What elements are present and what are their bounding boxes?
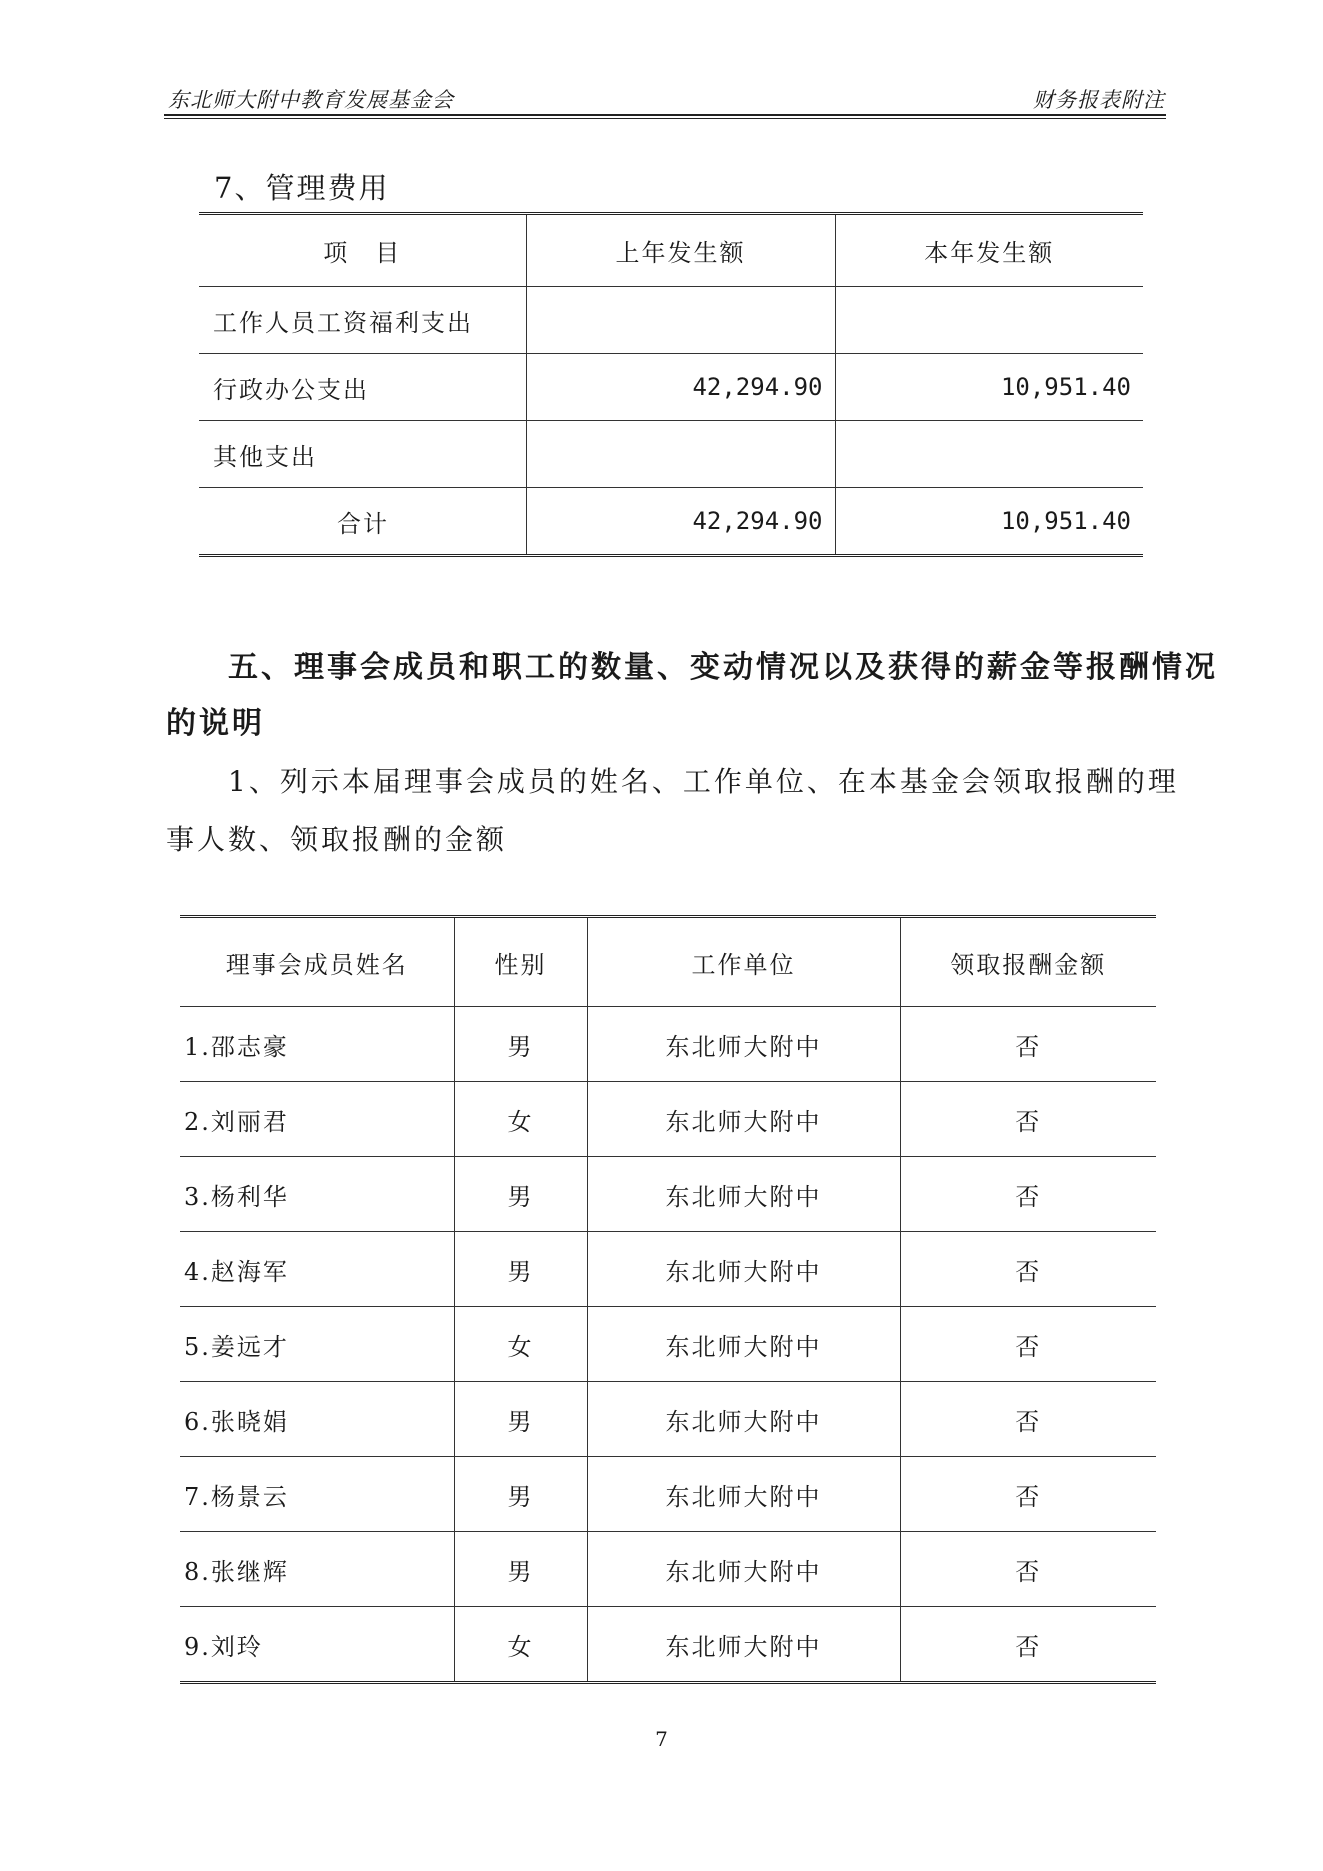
table-header-row [199, 214, 1143, 287]
member-compensation: 否 [900, 1532, 1156, 1607]
table-row [180, 1157, 1156, 1232]
row-previous-amount [526, 421, 835, 488]
row-item-label: 其他支出 [199, 421, 526, 488]
header-rule-thin [164, 118, 1166, 119]
member-work-unit: 东北师大附中 [587, 1232, 900, 1307]
table-total-row [199, 488, 1143, 556]
table-row [180, 1607, 1156, 1683]
member-compensation: 否 [900, 1607, 1156, 1683]
member-name: 9.刘玲 [184, 1632, 263, 1661]
member-gender: 女 [454, 1607, 587, 1683]
table-row [180, 1457, 1156, 1532]
table-header-row [180, 917, 1156, 1007]
member-name: 2.刘丽君 [180, 1082, 454, 1157]
total-label: 合计 [337, 509, 389, 538]
table-row [180, 1382, 1156, 1457]
member-work-unit: 东北师大附中 [587, 1607, 900, 1683]
header-document-section: 财务报表附注 [1033, 88, 1165, 112]
member-name: 7.杨景云 [180, 1457, 454, 1532]
member-compensation: 否 [900, 1082, 1156, 1157]
column-header-previous-year: 上年发生额 [526, 214, 835, 287]
table-row [180, 1007, 1156, 1082]
member-gender: 女 [454, 1307, 587, 1382]
member-gender: 男 [454, 1382, 587, 1457]
member-gender: 男 [454, 1157, 587, 1232]
page-number: 7 [655, 1727, 668, 1751]
member-gender: 男 [454, 1457, 587, 1532]
header-organization-name: 东北师大附中教育发展基金会 [168, 88, 454, 112]
table-row [180, 1082, 1156, 1157]
management-expenses-table [199, 212, 1143, 557]
table-row [199, 421, 1143, 488]
member-work-unit: 东北师大附中 [587, 1382, 900, 1457]
total-previous-amount: 42,294.90 [526, 488, 835, 556]
section-title-management-expenses: 7、管理费用 [214, 171, 390, 205]
column-header-item: 项 目 [199, 214, 526, 287]
row-previous-amount: 42,294.90 [526, 354, 835, 421]
table-row [180, 1232, 1156, 1307]
row-item-label: 行政办公支出 [199, 354, 526, 421]
member-name: 8.张继辉 [180, 1532, 454, 1607]
member-compensation: 否 [900, 1007, 1156, 1082]
row-current-amount [835, 421, 1143, 488]
section-heading-line-2: 的说明 [166, 706, 265, 741]
member-compensation: 否 [900, 1382, 1156, 1457]
total-current-amount: 10,951.40 [835, 488, 1143, 556]
table-row [199, 354, 1143, 421]
column-header-current-year: 本年发生额 [835, 214, 1143, 287]
subsection-text-line-2: 事人数、领取报酬的金额 [166, 823, 508, 856]
member-work-unit: 东北师大附中 [587, 1157, 900, 1232]
member-work-unit: 东北师大附中 [587, 1307, 900, 1382]
member-compensation: 否 [900, 1457, 1156, 1532]
table-row [199, 287, 1143, 354]
header-rule [164, 114, 1166, 116]
section-heading-line-1: 五、理事会成员和职工的数量、变动情况以及获得的薪金等报酬情况 [228, 650, 1218, 685]
member-work-unit: 东北师大附中 [587, 1457, 900, 1532]
member-name: 4.赵海军 [180, 1232, 454, 1307]
column-header-gender: 性别 [454, 917, 587, 1007]
member-name: 1.邵志豪 [180, 1007, 454, 1082]
member-gender: 男 [454, 1232, 587, 1307]
row-current-amount: 10,951.40 [835, 354, 1143, 421]
row-current-amount [835, 287, 1143, 354]
table-row [180, 1532, 1156, 1607]
member-gender: 女 [454, 1082, 587, 1157]
board-members-table [180, 915, 1156, 1684]
member-name: 3.杨利华 [180, 1157, 454, 1232]
row-item-label: 工作人员工资福利支出 [199, 287, 526, 354]
row-previous-amount [526, 287, 835, 354]
member-work-unit: 东北师大附中 [587, 1082, 900, 1157]
column-header-member-name: 理事会成员姓名 [180, 917, 454, 1007]
table-row [180, 1307, 1156, 1382]
member-name: 6.张晓娟 [180, 1382, 454, 1457]
member-gender: 男 [454, 1532, 587, 1607]
member-compensation: 否 [900, 1232, 1156, 1307]
member-compensation: 否 [900, 1307, 1156, 1382]
member-work-unit: 东北师大附中 [587, 1532, 900, 1607]
column-header-compensation: 领取报酬金额 [900, 917, 1156, 1007]
column-header-work-unit: 工作单位 [587, 917, 900, 1007]
member-name: 5.姜远才 [180, 1307, 454, 1382]
subsection-text-line-1: 1、列示本届理事会成员的姓名、工作单位、在本基金会领取报酬的理 [228, 765, 1179, 798]
member-work-unit: 东北师大附中 [587, 1007, 900, 1082]
member-compensation: 否 [900, 1157, 1156, 1232]
member-gender: 男 [454, 1007, 587, 1082]
